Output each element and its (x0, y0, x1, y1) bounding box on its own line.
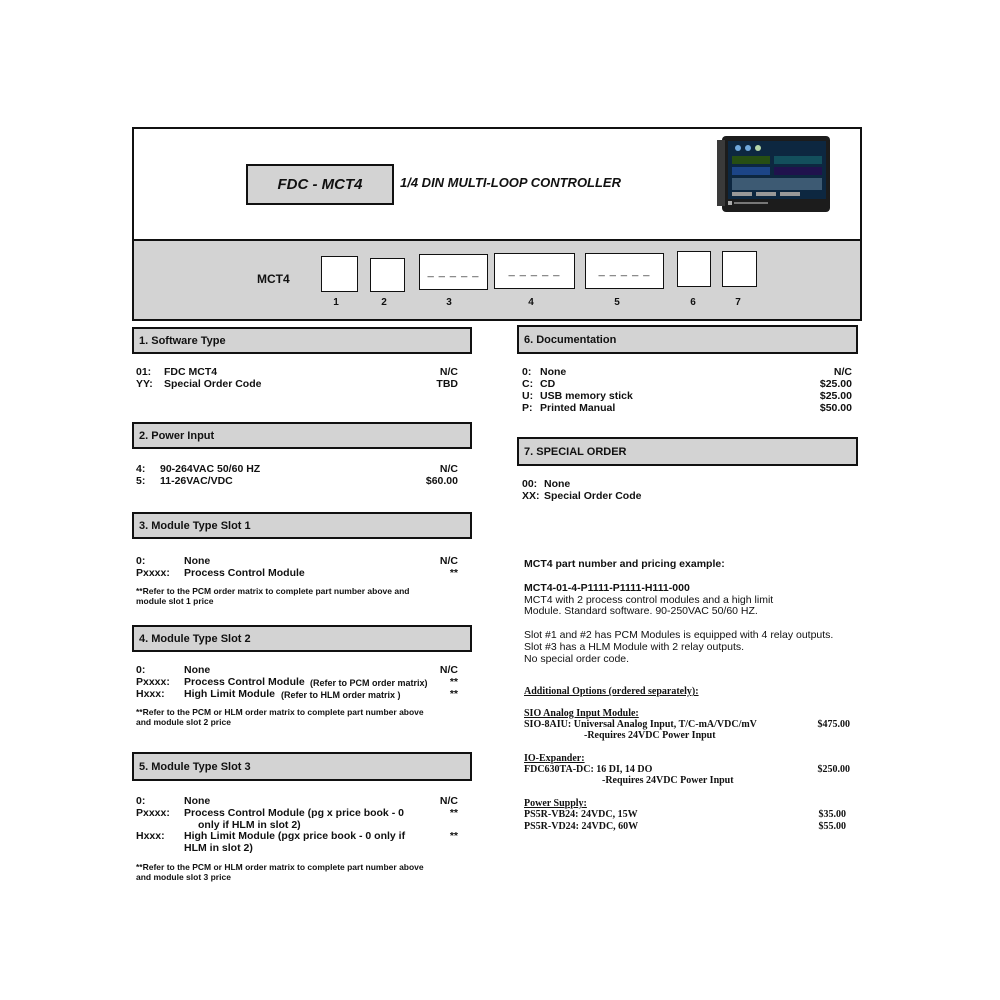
option-price: N/C (439, 366, 458, 378)
option-price: N/C (833, 366, 852, 378)
option-desc-cont: HLM in slot 2) (184, 842, 253, 854)
io-item: FDC630TA-DC: 16 DI, 14 DO (524, 764, 653, 775)
option-code: U: (522, 390, 534, 402)
section-software-type: 1. Software Type (132, 327, 472, 354)
option-code: 01: (136, 366, 152, 378)
example-text: Slot #1 and #2 has PCM Modules is equipped with 4 relay outputs. (524, 629, 834, 641)
ps-item: PS5R-VD24: 24VDC, 60W (524, 821, 639, 832)
part-slot-4: _ _ _ _ _ (494, 253, 575, 289)
option-price: ** (449, 567, 458, 579)
option-code: 00: (522, 478, 538, 490)
options-heading: Additional Options (ordered separately): (524, 686, 699, 697)
option-code: 5: (136, 475, 146, 487)
option-desc: Special Order Code (544, 490, 642, 502)
option-code: Hxxx: (136, 688, 165, 700)
part-slot-1 (321, 256, 358, 292)
option-code: Pxxxx: (136, 567, 170, 579)
sio-price: $475.00 (817, 719, 850, 730)
option-desc: Process Control Module (184, 567, 305, 579)
option-desc: None (184, 664, 211, 676)
ps-price: $55.00 (818, 821, 846, 832)
note-line: and module slot 2 price (136, 717, 231, 727)
example-text: Module. Standard software. 90-250VAC 50/60 HZ. (524, 605, 758, 617)
example-text: No special order code. (524, 653, 630, 665)
example-part-number: MCT4-01-4-P1111-P1111-H111-000 (524, 582, 690, 594)
option-price: ** (449, 676, 458, 688)
controller-product-image (716, 134, 832, 214)
option-price: TBD (436, 378, 458, 390)
slot-number: 7 (735, 297, 741, 308)
part-slot-6 (677, 251, 711, 287)
io-requirement: -Requires 24VDC Power Input (602, 775, 734, 786)
section-special-order: 7. SPECIAL ORDER (517, 437, 858, 466)
option-price: N/C (439, 664, 458, 676)
option-price: N/C (439, 555, 458, 567)
slot-number: 5 (614, 297, 620, 308)
section-module-slot-3: 5. Module Type Slot 3 (132, 752, 472, 781)
sio-requirement: -Requires 24VDC Power Input (584, 730, 716, 741)
option-desc: 11-26VAC/VDC (160, 475, 233, 487)
model-title: FDC - MCT4 (246, 164, 394, 205)
option-desc: 90-264VAC 50/60 HZ (160, 463, 261, 475)
section-power-input: 2. Power Input (132, 422, 472, 449)
option-desc-cont: only if HLM in slot 2) (198, 819, 301, 831)
part-slot-5: _ _ _ _ _ (585, 253, 664, 289)
part-slot-2 (370, 258, 405, 292)
note-line: **Refer to the PCM or HLM order matrix to complete part number above (136, 862, 424, 872)
option-desc: High Limit Module (184, 688, 275, 700)
ps-price: $35.00 (818, 809, 846, 820)
ps-item: PS5R-VB24: 24VDC, 15W (524, 809, 638, 820)
part-slot-7 (722, 251, 757, 287)
ps-heading: Power Supply: (524, 798, 587, 809)
example-text: Slot #3 has a HLM Module with 2 relay outputs. (524, 641, 745, 653)
option-price: $50.00 (819, 402, 852, 414)
option-desc: Process Control Module (pg x price book - 0 (184, 807, 404, 819)
option-code: XX: (522, 490, 540, 502)
slot-number: 2 (381, 297, 387, 308)
option-code: Hxxx: (136, 830, 165, 842)
option-desc: None (184, 555, 211, 567)
option-price: $60.00 (425, 475, 458, 487)
option-ref: (Refer to HLM order matrix ) (281, 690, 401, 700)
example-heading: MCT4 part number and pricing example: (524, 558, 725, 570)
note-line: module slot 1 price (136, 596, 214, 606)
note-line: **Refer to the PCM order matrix to complete part number above and (136, 586, 410, 596)
option-desc: Process Control Module (184, 676, 305, 688)
note-line: and module slot 3 price (136, 872, 231, 882)
option-code: Pxxxx: (136, 676, 170, 688)
part-slot-3: _ _ _ _ _ (419, 254, 488, 290)
sio-item: SIO-8AIU: Universal Analog Input, T/C-mA/VDC/mV (524, 719, 757, 730)
example-text: MCT4 with 2 process control modules and a high limit (524, 594, 774, 606)
option-code: YY: (136, 378, 153, 390)
option-code: Pxxxx: (136, 807, 170, 819)
option-desc: None (544, 478, 571, 490)
option-code: 0: (136, 555, 146, 567)
option-desc: Printed Manual (540, 402, 616, 414)
sio-heading: SIO Analog Input Module: (524, 708, 639, 719)
option-price: N/C (439, 795, 458, 807)
option-price: ** (449, 807, 458, 819)
io-price: $250.00 (817, 764, 850, 775)
option-code: P: (522, 402, 533, 414)
section-module-slot-2: 4. Module Type Slot 2 (132, 625, 472, 652)
option-price: ** (449, 688, 458, 700)
section-documentation: 6. Documentation (517, 325, 858, 354)
option-code: 0: (136, 664, 146, 676)
option-code: 0: (522, 366, 532, 378)
option-desc: FDC MCT4 (164, 366, 218, 378)
io-heading: IO-Expander: (524, 753, 585, 764)
option-code: 4: (136, 463, 146, 475)
option-ref: (Refer to PCM order matrix) (310, 678, 428, 688)
option-price: $25.00 (819, 378, 852, 390)
slot-number: 3 (446, 297, 452, 308)
product-subtitle: 1/4 DIN MULTI-LOOP CONTROLLER (400, 175, 621, 190)
option-desc: USB memory stick (540, 390, 633, 402)
option-code: C: (522, 378, 534, 390)
slot-number: 1 (333, 297, 339, 308)
option-price: ** (449, 830, 458, 842)
note-line: **Refer to the PCM or HLM order matrix to complete part number above (136, 707, 424, 717)
option-desc: None (540, 366, 567, 378)
option-desc: Special Order Code (164, 378, 262, 390)
section-module-slot-1: 3. Module Type Slot 1 (132, 512, 472, 539)
slot-number: 4 (528, 297, 534, 308)
option-desc: None (184, 795, 211, 807)
slot-number: 6 (690, 297, 696, 308)
part-prefix-label: MCT4 (257, 272, 290, 286)
option-price: N/C (439, 463, 458, 475)
option-price: $25.00 (819, 390, 852, 402)
option-desc: High Limit Module (pgx price book - 0 only if (184, 830, 406, 842)
option-desc: CD (540, 378, 556, 390)
option-code: 0: (136, 795, 146, 807)
